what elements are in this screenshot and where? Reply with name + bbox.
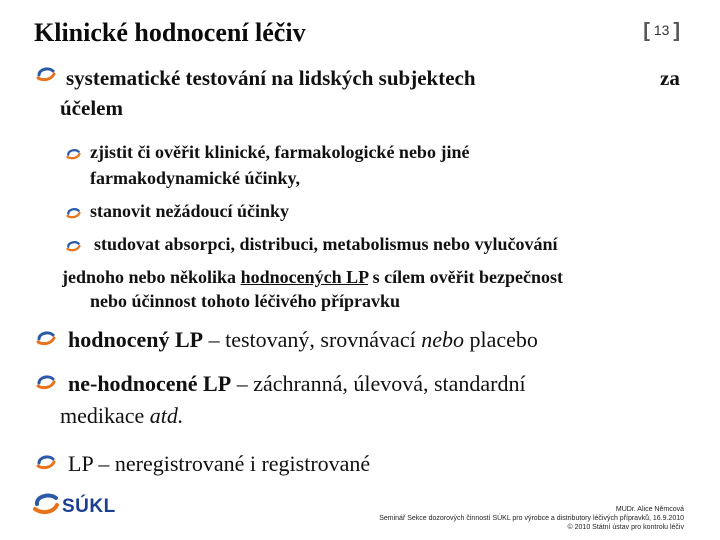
intro-line2: účelem [60, 96, 123, 120]
intro-text: systematické testování na lidských subjektech [66, 66, 476, 90]
sub-bullet-icon [66, 240, 81, 252]
footer-event: Seminář Sekce dozorových činností SÚKL pro výrobce a distributory léčivých přípravků, 16.9.2010 [379, 515, 684, 522]
item-nehodnocene-lp-line2: medikace atd. [60, 403, 184, 428]
bullet-icon [36, 454, 56, 470]
item-hodnoceny-lp: hodnocený LP – testovaný, srovnávací nebo placebo [68, 327, 538, 352]
hodnocene-lp-link: hodnocených LP [240, 267, 369, 287]
bullet-icon [36, 374, 56, 390]
sukl-logo-text: SÚKL [62, 496, 116, 517]
bullet-icon [36, 66, 56, 82]
intro-tail: za [660, 66, 680, 90]
purpose-1-line2: farmakodynamické účinky, [90, 168, 301, 188]
footer [379, 505, 684, 532]
slide-number: [ 13 ] [643, 20, 680, 42]
footer-copyright: © 2010 Státní ústav pro kontrolu léčiv [567, 524, 684, 531]
purpose-1: zjistit či ověřit klinické, farmakologické nebo jiné [90, 142, 470, 162]
purpose-2: stanovit nežádoucí účinky [90, 201, 290, 221]
slide-number-value: 13 [653, 22, 670, 38]
item-nehodnocene-lp: ne-hodnocené LP – záchranná, úlevová, standardní [68, 371, 526, 396]
purpose-3: studovat absorpci, distribuci, metabolismus nebo vylučování [94, 234, 558, 254]
sub-bullet-icon [66, 207, 81, 219]
bullet-icon [36, 330, 56, 346]
slide-title: Klinické hodnocení léčiv [34, 18, 306, 47]
sukl-logo-icon [32, 492, 60, 516]
sub-bullet-icon [66, 148, 81, 160]
purpose-tail-line2: nebo účinnost tohoto léčivého přípravku [90, 291, 401, 311]
purpose-tail-line1: jednoho nebo několika hodnocených LP s cílem ověřit bezpečnost [62, 267, 564, 287]
footer-author: MUDr. Alice Němcová [615, 506, 684, 513]
item-lp-registration: LP – neregistrované i registrované [68, 451, 371, 476]
